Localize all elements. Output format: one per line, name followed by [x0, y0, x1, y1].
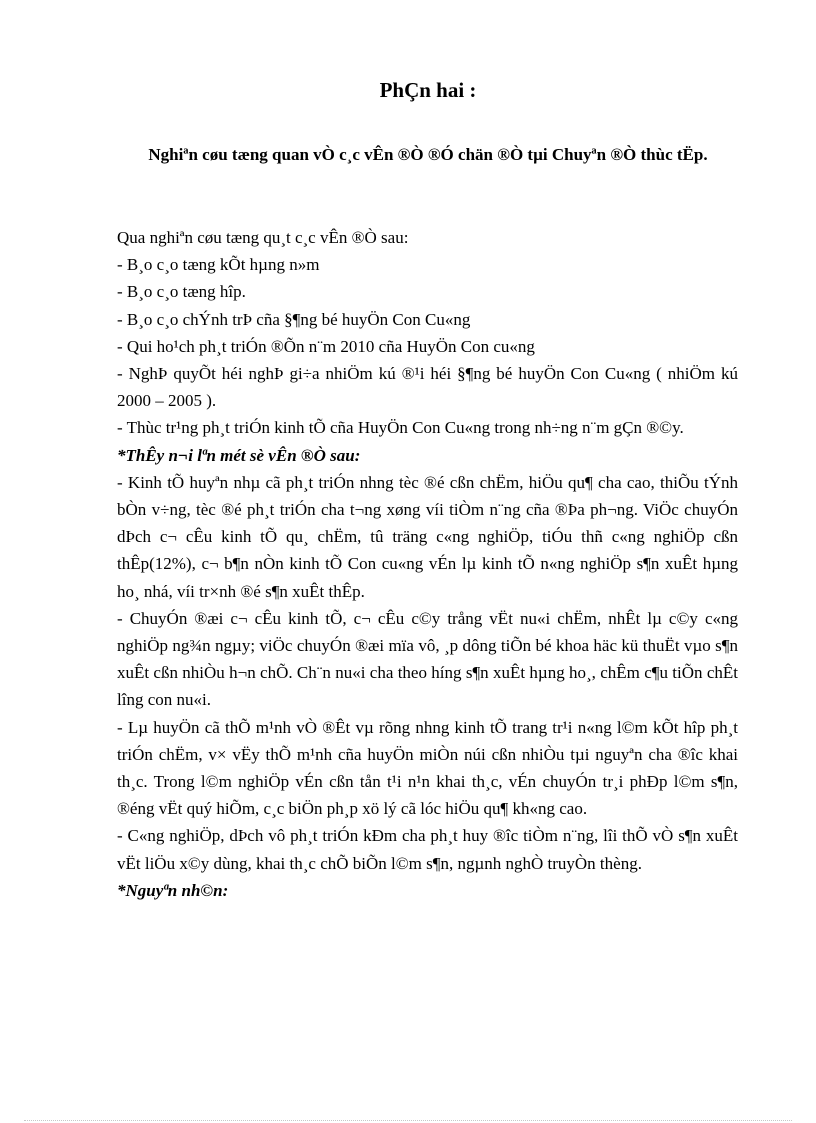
source-item: - B¸o c¸o chÝnh trÞ cña §¶ng bé huyÖn Con Cu«ng: [117, 309, 471, 329]
findings-heading: *ThÊy n¬i lªn mét sè vÊn ®Ò sau:: [117, 445, 361, 465]
finding-paragraph: - C«ng nghiÖp, dÞch vô ph¸t triÓn kÐm cha ph¸t huy ®îc tiÒm n¨ng, lîi thÕ vÒ s¶n xuÊt vËt liÖu x©y dùng, khai th¸c chÕ biÕn l©m s¶n, ngµnh nghÒ truyÒn thèng.: [117, 826, 738, 873]
finding-paragraph: - ChuyÓn ®æi c¬ cÊu kinh tÕ, c¬ cÊu c©y trång vËt nu«i chËm, nhÊt lµ c©y c«ng nghiÖp ng¾n ngµy; viÖc chuyÓn ®æi mïa vô, ¸p dông tiÕn bé khoa häc kü thuËt vµo s¶n xuÊt cßn nhiÒu h¬n chÕ. Ch¨n nu«i cha theo híng s¶n xuÊt hµng ho¸, chÊm c¶u tiÕn chÊt lîng con nu«i.: [117, 608, 738, 710]
source-item: - B¸o c¸o tæng kÕt hµng n»m: [117, 255, 320, 275]
page-bottom-divider: [24, 1120, 792, 1121]
source-item: - Thùc tr¹ng ph¸t triÓn kinh tÕ cña HuyÖn Con Cu«ng trong nh÷ng n¨m gÇn ®©y.: [117, 418, 684, 438]
causes-heading: *Nguyªn nh©n:: [117, 880, 229, 900]
document-subtitle: Nghiªn cøu tæng quan vÒ c¸c vÊn ®Ò ®Ó chän ®Ò tµi Chuyªn ®Ò thùc tËp.: [148, 145, 708, 164]
source-item: - NghÞ quyÕt héi nghÞ gi÷a nhiÖm kú ®¹i héi §¶ng bé huyÖn Con Cu«ng ( nhiÖm kú 2000 – 2005 ).: [117, 364, 738, 411]
source-item: - Qui ho¹ch ph¸t triÓn ®Õn n¨m 2010 cña HuyÖn Con cu«ng: [117, 336, 535, 356]
document-body: [117, 224, 738, 904]
finding-paragraph: - Lµ huyÖn cã thÕ m¹nh vÒ ®Êt vµ rõng nhng kinh tÕ trang tr¹i n«ng l©m kÕt hîp ph¸t triÓn chËm, v× vËy thÕ m¹nh cña huyÖn miÒn núi cßn nhiÒu tµi nguyªn cha ®îc khai th¸c. Trong l©m nghiÖp vÉn cßn tån t¹i n¹n khai th¸c, vÉn chuyÓn tr¸i phÐp l©m s¶n, ®éng vËt quý hiÕm, c¸c biÖn ph¸p xö lý cã lóc hiÖu qu¶ kh«ng cao.: [117, 717, 738, 819]
page-title: PhÇn hai :: [379, 78, 477, 102]
intro-paragraph: Qua nghiªn cøu tæng qu¸t c¸c vÊn ®Ò sau:: [117, 228, 409, 247]
source-item: - B¸o c¸o tæng hîp.: [117, 282, 246, 302]
finding-paragraph: - Kinh tÕ huyªn nhµ cã ph¸t triÓn nhng tèc ®é cßn chËm, hiÖu qu¶ cha cao, thiÕu tÝnh bÒn v÷ng, tèc ®é ph¸t triÓn cha t¬ng xøng víi tiÒm n¨ng cña ®Þa ph¬ng. ViÖc chuyÓn dÞch c¬ cÊu kinh tÕ qu¸ chËm, tû träng c«ng nghiÖp, tiÓu thñ c«ng nghiÖp cßn thÊp(12%), c¬ b¶n nÒn kinh tÕ Con cu«ng vÉn lµ kinh tÕ n«ng nghiÖp s¶n xuÊt hµng ho¸ nhá, víi tr×nh ®é s¶n xuÊt thÊp.: [117, 472, 738, 601]
